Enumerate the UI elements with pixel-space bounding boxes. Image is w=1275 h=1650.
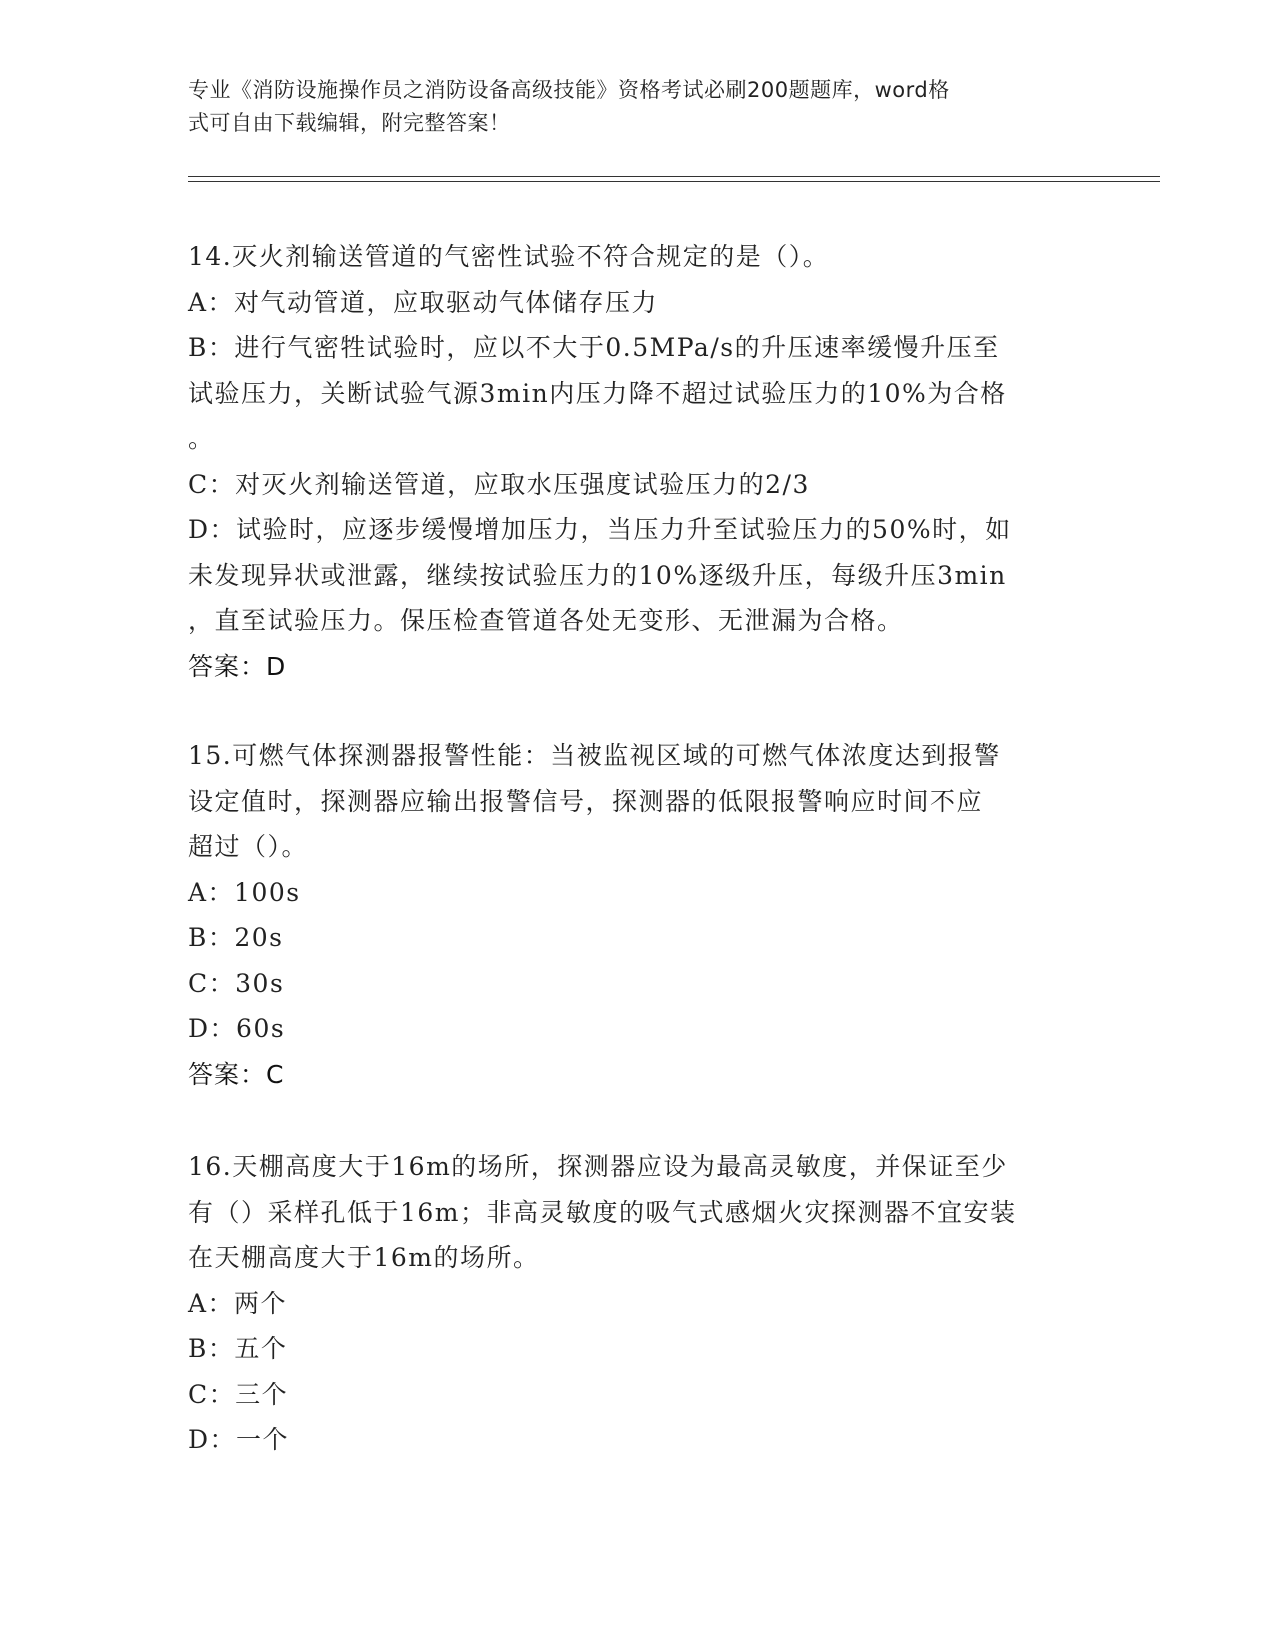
option-c: C：三个 <box>188 1379 289 1409</box>
question-stem: 16.天棚高度大于16m的场所，探测器应设为最高灵敏度，并保证至少 <box>188 1152 1008 1181</box>
header-line: 专业《消防设施操作员之消防设备高级技能》资格考试必刷200题题库，word格 <box>188 78 950 102</box>
question-stem: 设定值时，探测器应输出报警信号，探测器的低限报警响应时间不应 <box>188 786 984 816</box>
header-line: 式可自由下载编辑，附完整答案！ <box>188 111 511 135</box>
question-14 <box>188 234 1088 689</box>
option-a: A：对气动管道，应取驱动气体储存压力 <box>188 287 659 317</box>
option-d: D：60s <box>188 1014 286 1043</box>
answer-label: 答案：C <box>188 1059 285 1089</box>
option-d-continued: ，直至试验压力。保压检查管道各处无变形、无泄漏为合格。 <box>188 606 904 635</box>
option-d: D：一个 <box>188 1425 290 1454</box>
header-divider <box>188 181 1160 182</box>
question-15 <box>188 733 1088 1097</box>
answer-label: 答案：D <box>188 651 287 681</box>
option-b: B：五个 <box>188 1334 288 1363</box>
option-a: A：100s <box>188 877 301 907</box>
option-b: B：进行气密牲试验时，应以不大于0.5MPa/s的升压速率缓慢升压至 <box>188 333 1000 362</box>
question-16 <box>188 1144 1088 1463</box>
option-c: C：对灭火剂输送管道，应取水压强度试验压力的2/3 <box>188 469 810 499</box>
option-c: C：30s <box>188 968 285 998</box>
option-d-continued: 未发现异状或泄露，继续按试验压力的10%逐级升压，每级升压3min <box>188 560 1007 590</box>
option-b-continued: 。 <box>188 424 215 453</box>
question-stem: 有（）采样孔低于16m；非高灵敏度的吸气式感烟火灾探测器不宜安装 <box>188 1197 1017 1227</box>
page-header <box>188 74 1068 140</box>
header-divider <box>188 176 1160 177</box>
question-stem: 14.灭火剂输送管道的气密性试验不符合规定的是（）。 <box>188 242 830 271</box>
question-stem: 在天棚高度大于16m的场所。 <box>188 1243 540 1272</box>
question-stem: 15.可燃气体探测器报警性能：当被监视区域的可燃气体浓度达到报警 <box>188 741 1001 770</box>
option-b: B：20s <box>188 923 284 952</box>
option-d: D：试验时，应逐步缓慢增加压力，当压力升至试验压力的50%时，如 <box>188 515 1012 544</box>
question-stem: 超过（）。 <box>188 832 309 861</box>
option-b-continued: 试验压力，关断试验气源3min内压力降不超过试验压力的10%为合格 <box>188 378 1007 408</box>
option-a: A：两个 <box>188 1288 288 1318</box>
